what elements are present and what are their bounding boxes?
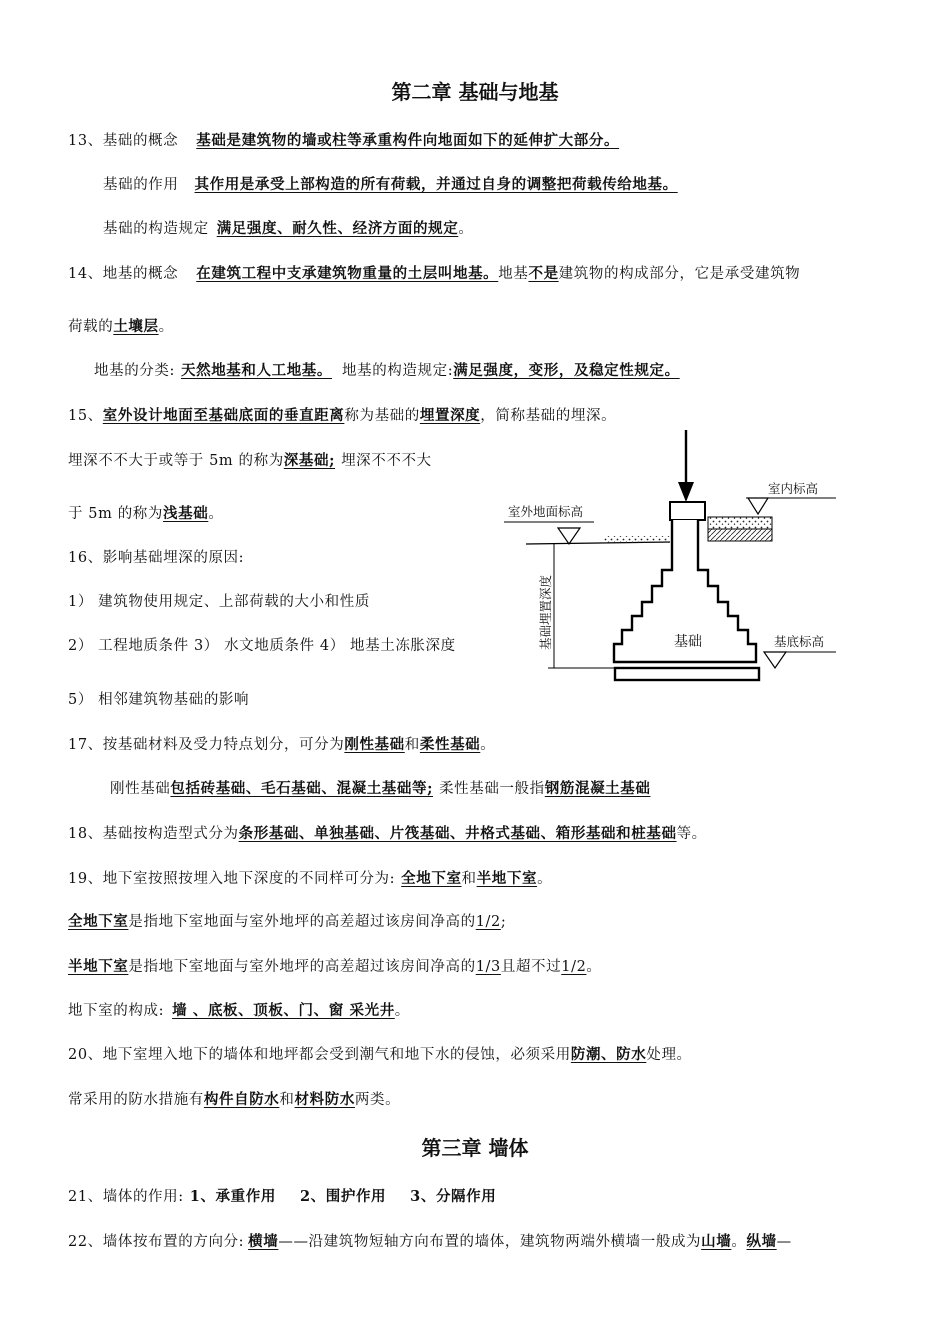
item-17-classification: 17、按基础材料及受力特点划分，可分为刚性基础和柔性基础。 <box>68 736 496 753</box>
foundation-base <box>615 668 759 680</box>
item-16-factor-2-4: 2） 工程地质条件 3） 水文地质条件 4） 地基土冻胀深度 <box>68 638 456 654</box>
item-16-factor-5: 5） 相邻建筑物基础的影响 <box>68 692 250 708</box>
item-14-classification: 地基的分类: 天然地基和人工地基。 地基的构造规定:满足强度，变形，及稳定性规定。 <box>94 362 680 379</box>
load-arrow-icon <box>678 430 694 502</box>
item-19-full: 全地下室是指地下室地面与室外地坪的高差超过该房间净高的1/2; <box>68 913 507 930</box>
item-14-concept: 14、地基的概念 在建筑工程中支承建筑物重量的土层叫地基。地基不是建筑物的构成部分，它是承受建筑物 <box>68 265 801 282</box>
item-15-depth: 15、室外设计地面至基础底面的垂直距离称为基础的埋置深度，简称基础的埋深。 <box>68 407 617 424</box>
svg-text:室内标高: 室内标高 <box>768 481 819 496</box>
item-22-layout: 22、墙体按布置的方向分: 横墙——沿建筑物短轴方向布置的墙体，建筑物两端外横墙一般成为山墙。纵墙— <box>68 1233 792 1250</box>
outdoor-ground-layer <box>604 536 670 544</box>
outdoor-elevation-marker <box>504 504 594 544</box>
item-17-detail: 刚性基础包括砖基础、毛石基础、混凝土基础等; 柔性基础一般指钢筋混凝土基础 <box>110 780 651 797</box>
svg-text:基底标高: 基底标高 <box>774 634 825 649</box>
item-18-types: 18、基础按构造型式分为条形基础、单独基础、片筏基础、井格式基础、箱形基础和桩基础等。 <box>68 825 707 842</box>
item-19-basement: 19、地下室按照按埋入地下深度的不同样可分为: 全地下室和半地下室。 <box>68 870 553 887</box>
foundation-label: 基础 <box>674 634 702 650</box>
wall-cap <box>670 502 705 520</box>
item-20-moisture: 20、地下室埋入地下的墙体和地坪都会受到潮气和地下水的侵蚀，必须采用防潮、防水处理。 <box>68 1046 692 1063</box>
item-13-requirement: 基础的构造规定 满足强度、耐久性、经济方面的规定。 <box>103 220 474 237</box>
depth-dimension <box>538 544 615 668</box>
item-13-concept: 13、基础的概念 基础是建筑物的墙或柱等承重构件向地面如下的延伸扩大部分。 <box>68 132 620 149</box>
item-19-composition: 地下室的构成: 墙 、底板、顶板、门、窗 采光井。 <box>68 1002 410 1019</box>
item-13-function: 基础的作用 其作用是承受上部构造的所有荷载，并通过自身的调整把荷载传给地基。 <box>103 176 678 193</box>
item-16-factor-1: 1） 建筑物使用规定、上部荷载的大小和性质 <box>68 594 370 610</box>
indoor-base-layer <box>708 529 772 541</box>
foundation-section-diagram <box>496 430 876 692</box>
item-16-heading: 16、影响基础埋深的原因: <box>68 550 245 566</box>
item-21-function: 21、墙体的作用: 1、承重作用 2、围护作用 3、分隔作用 <box>68 1188 497 1205</box>
svg-text:室外地面标高: 室外地面标高 <box>508 504 584 519</box>
item-15-deep: 埋深不不大于或等于 5m 的称为深基础; 埋深不不不大 <box>68 452 432 469</box>
chapter-3-title: 第三章 墙体 <box>421 1136 529 1160</box>
item-14-continued: 荷载的土壤层。 <box>68 318 174 335</box>
item-20-measures: 常采用的防水措施有构件自防水和材料防水两类。 <box>68 1091 401 1108</box>
svg-text:基础埋置深度: 基础埋置深度 <box>538 574 553 650</box>
indoor-elevation-marker <box>746 481 836 514</box>
item-15-shallow: 于 5m 的称为浅基础。 <box>68 505 224 522</box>
item-19-half: 半地下室是指地下室地面与室外地坪的高差超过该房间净高的1/3且超不过1/2。 <box>68 958 602 975</box>
chapter-2-title: 第二章 基础与地基 <box>391 80 559 104</box>
base-elevation-marker <box>764 634 836 668</box>
indoor-floor-layer <box>708 517 772 529</box>
